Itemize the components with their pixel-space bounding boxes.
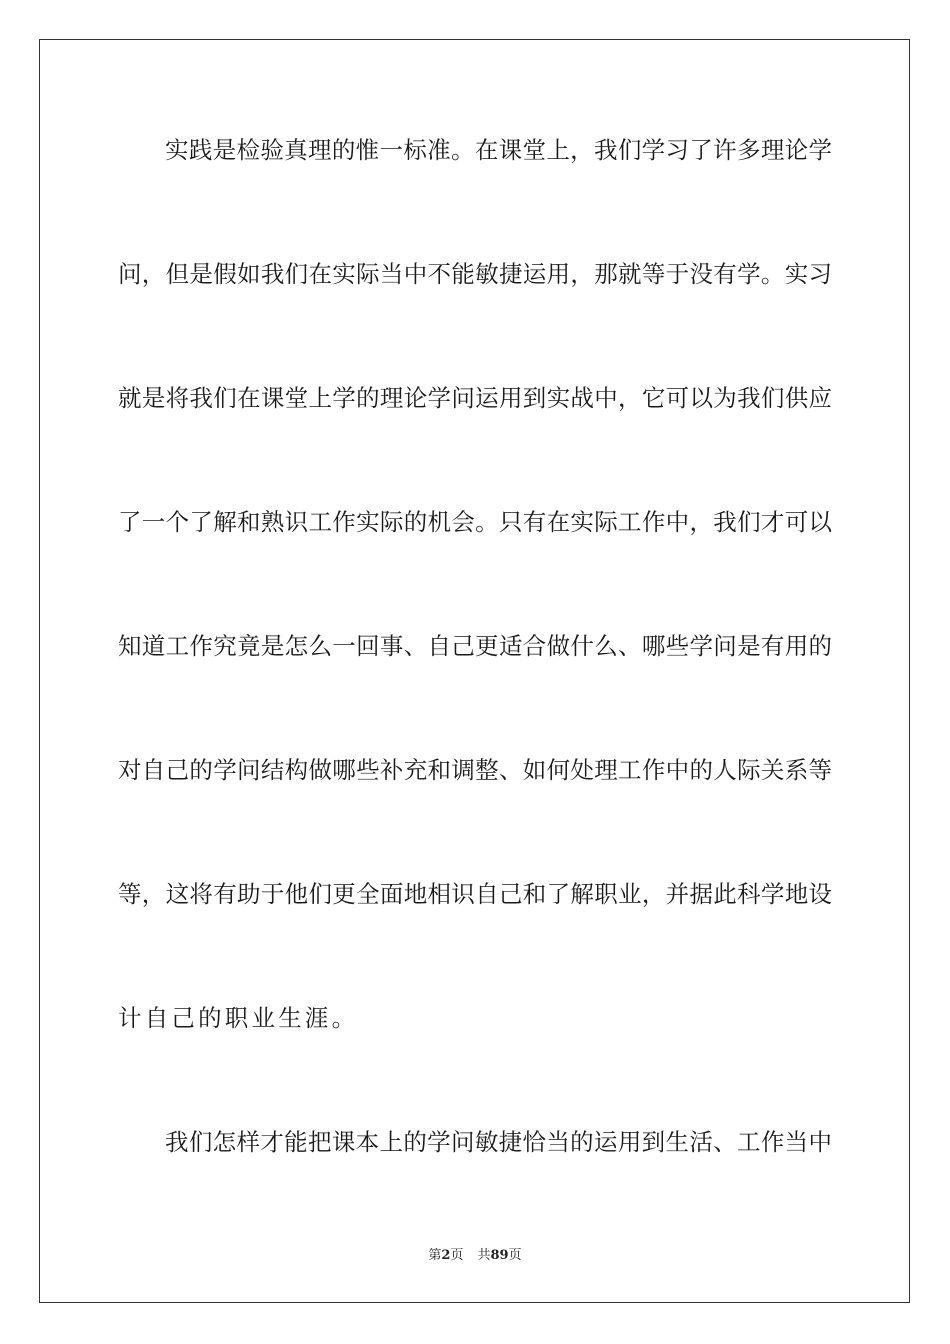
paragraph-1-line-2: 问，但是假如我们在实际当中不能敏捷运用，那就等于没有学。实习 [118, 260, 832, 288]
total-prefix: 共 [477, 1248, 491, 1263]
page-prefix: 第 [428, 1248, 442, 1263]
page-number: 2 [441, 1248, 451, 1263]
total-suffix: 页 [508, 1248, 522, 1263]
paragraph-1-line-8: 计自己的职业生涯。 [118, 1004, 359, 1032]
paragraph-1-line-1: 实践是检验真理的惟一标准。在课堂上，我们学习了许多理论学 [165, 136, 832, 164]
paragraph-1-line-7: 等，这将有助于他们更全面地相识自己和了解职业，并据此科学地设 [118, 880, 832, 908]
page-suffix: 页 [450, 1248, 464, 1263]
paragraph-1-line-3: 就是将我们在课堂上学的理论学问运用到实战中，它可以为我们供应 [118, 384, 832, 412]
paragraph-1-line-4: 了一个了解和熟识工作实际的机会。只有在实际工作中，我们才可以 [118, 508, 832, 536]
page-footer [0, 1246, 950, 1266]
paragraph-1-line-5: 知道工作究竟是怎么一回事、自己更适合做什么、哪些学问是有用的 [118, 632, 832, 660]
total-pages: 89 [490, 1248, 509, 1263]
paragraph-1-line-6: 对自己的学问结构做哪些补充和调整、如何处理工作中的人际关系等 [118, 756, 832, 784]
paragraph-2-line-1: 我们怎样才能把课本上的学问敏捷恰当的运用到生活、工作当中 [165, 1128, 832, 1156]
page-border [39, 39, 910, 1303]
